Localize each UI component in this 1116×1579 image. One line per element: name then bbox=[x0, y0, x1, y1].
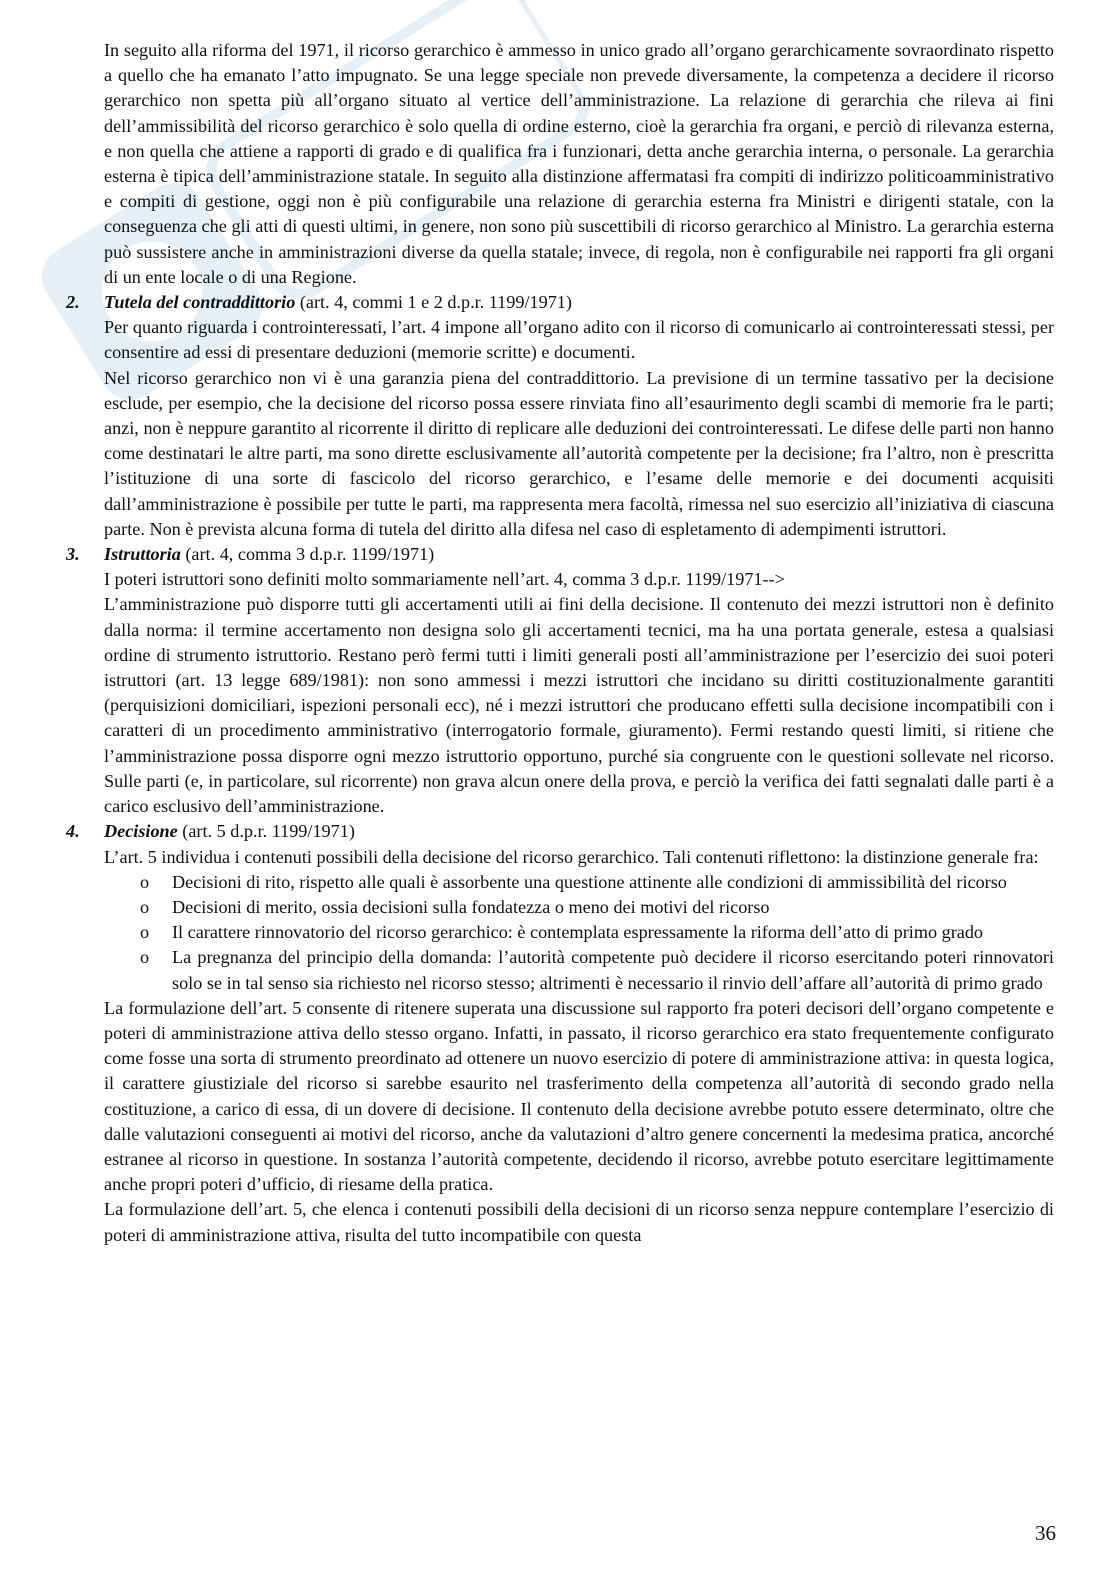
section-number: 4. bbox=[66, 821, 80, 842]
section-number: 2. bbox=[66, 292, 80, 313]
section-paragraph: La formulazione dell’art. 5 consente di ritenere superata una discussione sul rapporto fra poteri decisori dell’organo competente e poteri di amministrazione attiva dello stesso organo. Infatti, in passato, il ricorso gerarchico era stato frequentemente configurato come fosse una sorta di strumento preordinato ad ottenere un nuovo esercizio di potere di amministrazione attiva: in questa logica, il carattere giustiziale del ricorso si sarebbe esaurito nel trasferimento della competenza all’autorità di secondo grado nella costituzione, a carico di essa, di un dovere di decisione. Il contenuto della decisione avrebbe potuto essere determinato, oltre che dalle valutazioni conseguenti ai motivi del ricorso, anche da valutazioni d’altro genere concernenti la medesima pratica, ancorché estranee al ricorso in questione. In sostanza l’autorità competente, decidendo il ricorso, avrebbe potuto esercitare legittimamente anche propri poteri d’ufficio, di riesame della pratica. bbox=[104, 997, 1054, 1195]
list-item bbox=[140, 870, 1054, 895]
section-tutela-contraddittorio bbox=[66, 290, 1054, 542]
list-item bbox=[140, 920, 1054, 945]
section-title: Istruttoria bbox=[104, 544, 181, 565]
list-item-text: Il carattere rinnovatorio del ricorso gerarchico: è contemplata espressamente la riforma dell’atto di primo grado bbox=[172, 922, 984, 943]
section-heading bbox=[104, 290, 1054, 315]
section-paragraph: Nel ricorso gerarchico non vi è una garanzia piena del contraddittorio. La previsione di un termine tassativo per la decisione esclude, per esempio, che la decisione del ricorso possa essere rinviata fino all’esaurimento degli scambi di memorie fra le parti; anzi, non è neppure garantito al ricorrente il diritto di replicare alle deduzioni dei controinteressati. Le difese delle parti non hanno come destinatari le altre parti, ma sono dirette esclusivamente all’autorità competente per la decisione; fra l’altro, non è prescritta l’istituzione di una sorte di fascicolo del ricorso gerarchico, e l’esame delle memorie e dei documenti acquisiti dall’amministrazione è possibile per tutte le parti, ma rappresenta mera facoltà, rimessa nel suo esercizio all’iniziativa di ciascuna parte. Non è prevista alcuna forma di tutela del diritto alla difesa nel caso di espletamento di adempimenti istruttori. bbox=[104, 367, 1054, 539]
list-item-text: Decisioni di rito, rispetto alle quali è assorbente una questione attinente alle condizioni di ammissibilità del ricorso bbox=[172, 871, 1007, 892]
list-item-text: Decisioni di merito, ossia decisioni sulla fondatezza o meno dei motivi del ricorso bbox=[172, 896, 770, 917]
intro-paragraph: In seguito alla riforma del 1971, il ricorso gerarchico è ammesso in unico grado all’organo gerarchicamente sovraordinato rispetto a quello che ha emanato l’atto impugnato. Se una legge speciale non prevede diversamente, la competenza a decidere il ricorso gerarchico non spetta più all’organo situato al vertice dell’amministrazione. La relazione di gerarchia che rileva ai fini dell’ammissibilità del ricorso gerarchico è solo quella di ordine esterno, cioè la gerarchia fra organi, e perciò di rilevanza esterna, e non quella che attiene a rapporti di grado e di qualifica fra i funzionari, detta anche gerarchia interna, o personale. La gerarchia esterna è tipica dell’amministrazione statale. In seguito alla distinzione affermatasi fra compiti di indirizzo politicoamministrativo e compiti di gestione, oggi non è più configurabile una relazione di gerarchia esterna fra Ministri e dirigenti statale, con la conseguenza che gli atti di questi ultimi, in genere, non sono più suscettibili di ricorso gerarchico al Ministro. La gerarchia esterna può sussistere anche in amministrazioni diverse da quella statale; invece, di regola, non è configurabile nei rapporti fra gli organi di un ente locale o di una Regione. bbox=[104, 40, 1054, 287]
section-paragraph: La formulazione dell’art. 5, che elenca i contenuti possibili della decisioni di un ricorso senza neppure contemplare l’esercizio di poteri di amministrazione attiva, risulta del tutto incompatibile con questa bbox=[104, 1199, 1054, 1245]
section-title: Decisione bbox=[104, 821, 178, 842]
section-decisione bbox=[66, 819, 1054, 1247]
section-paragraph: Per quanto riguarda i controinteressati, l’art. 4 impone all’organo adito con il ricorso di comunicarlo ai controinteressati stessi, per consentire ad essi di presentare deduzioni (memorie scritte) e documenti. bbox=[104, 317, 1054, 363]
section-paragraph: L’art. 5 individua i contenuti possibili della decisione del ricorso gerarchico. Tali contenuti riflettono: la distinzione generale fra: bbox=[104, 846, 1039, 867]
page-number: 36 bbox=[1035, 1521, 1056, 1545]
document-body bbox=[66, 38, 1054, 1248]
bullet-marker: o bbox=[140, 871, 150, 892]
section-number: 3. bbox=[66, 544, 80, 565]
section-paragraph: I poteri istruttori sono definiti molto sommariamente nell’art. 4, comma 3 d.p.r. 1199/1971--> bbox=[104, 569, 785, 590]
list-item bbox=[140, 895, 1054, 920]
section-heading bbox=[104, 542, 1054, 567]
section-istruttoria bbox=[66, 542, 1054, 819]
bullet-list bbox=[104, 870, 1054, 996]
section-heading bbox=[104, 819, 1054, 844]
list-item bbox=[140, 945, 1054, 995]
bullet-marker: o bbox=[140, 922, 150, 943]
section-paragraph: L’amministrazione può disporre tutti gli accertamenti utili ai fini della decisione. Il contenuto dei mezzi istruttori non è definito dalla norma: il termine accertamento non designa solo gli accertamenti tecnici, ma ha una portata generale, estesa a qualsiasi ordine di strumento istruttorio. Restano però fermi tutti i limiti generali posti all’amministrazione per l’esercizio dei suoi poteri istruttori (art. 13 legge 689/1981): non sono ammessi i mezzi istruttori che incidano su diritti costituzionalmente garantiti (perquisizioni domiciliari, ispezioni personali ecc), né i mezzi istruttori che producano effetti sulla decisione incompatibili con i caratteri di un procedimento amministrativo (interrogatorio formale, giuramento). Fermi restando questi limiti, si ritiene che l’amministrazione possa disporre ogni mezzo istruttorio opportuno, purché sia congruente con le questioni sollevate nel ricorso. Sulle parti (e, in particolare, sul ricorrente) non grava alcun onere della prova, e perciò la verifica dei fatti segnalati dalle parti è a carico esclusivo dell’amministrazione. bbox=[104, 594, 1054, 817]
bullet-marker: o bbox=[140, 947, 150, 968]
section-ref: (art. 4, comma 3 d.p.r. 1199/1971) bbox=[180, 544, 435, 565]
section-ref: (art. 5 d.p.r. 1199/1971) bbox=[177, 821, 355, 842]
section-title: Tutela del contraddittorio bbox=[104, 292, 296, 313]
section-ref: (art. 4, commi 1 e 2 d.p.r. 1199/1971) bbox=[295, 292, 572, 313]
list-item-text: La pregnanza del principio della domanda: l’autorità competente può decidere il ricorso esercitando poteri rinnovatori solo se in tal senso sia richiesto nel ricorso stesso; altrimenti è necessario il rinvio dell’affare all’autorità di primo grado bbox=[172, 947, 1054, 993]
bullet-marker: o bbox=[140, 896, 150, 917]
